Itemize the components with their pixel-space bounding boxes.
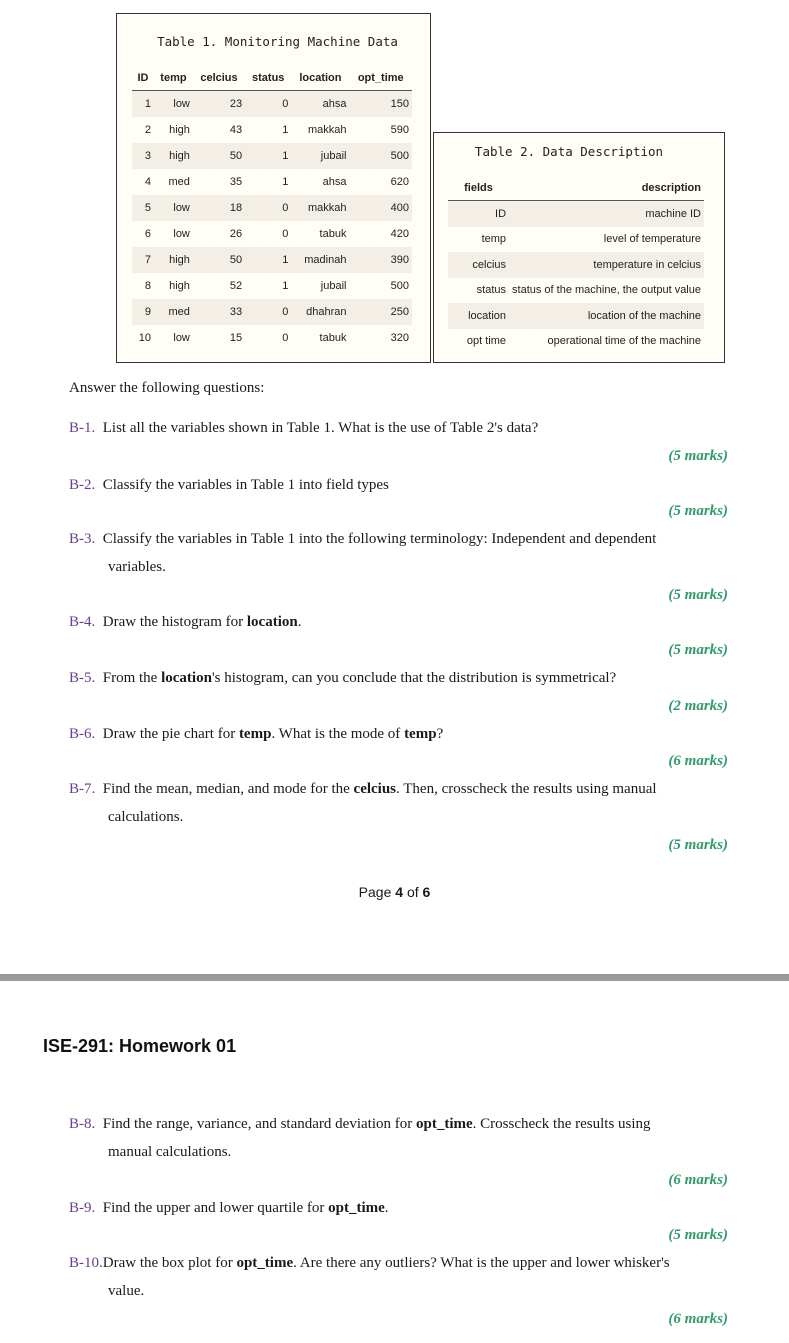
question-text: Classify the variables in Table 1 into field types xyxy=(102,477,389,493)
table-cell: 50 xyxy=(193,143,245,169)
table-cell: med xyxy=(154,299,193,325)
page-current: 4 xyxy=(395,884,404,900)
table1-header-status: status xyxy=(245,66,291,91)
table-cell: opt time xyxy=(448,329,509,355)
question-keyword: opt_time xyxy=(328,1200,385,1216)
table-cell: 1 xyxy=(245,247,291,273)
question-text: Find the mean, median, and mode for the xyxy=(102,781,354,797)
table-cell: status of the machine, the output value xyxy=(509,278,704,304)
marks-b10: (6 marks) xyxy=(668,1311,728,1327)
marks-b1: (5 marks) xyxy=(668,448,728,464)
table-cell: 320 xyxy=(349,325,412,351)
table1-header-temp: temp xyxy=(154,66,193,91)
question-number: B-3. xyxy=(69,531,96,547)
table-cell: 33 xyxy=(193,299,245,325)
question-b10-continued: value. xyxy=(108,1283,145,1299)
table-cell: 5 xyxy=(132,195,154,221)
page-of: of xyxy=(403,884,423,900)
question-b6 xyxy=(69,720,443,748)
table-cell: location xyxy=(448,303,509,329)
table-cell: machine ID xyxy=(509,201,704,227)
question-b3-continued: variables. xyxy=(108,559,166,575)
table-cell: location of the machine xyxy=(509,303,704,329)
table-cell: 50 xyxy=(193,247,245,273)
table1 xyxy=(132,66,412,351)
table-cell: 0 xyxy=(245,299,291,325)
question-text-end: 's histogram, can you conclude that the distribution is symmetrical? xyxy=(211,670,617,686)
question-keyword: celcius xyxy=(353,781,397,797)
question-number: B-4. xyxy=(69,614,96,630)
table-cell: 15 xyxy=(193,325,245,351)
table-row xyxy=(448,278,704,304)
question-text-end: . Then, crosscheck the results using manual xyxy=(396,781,657,797)
question-keyword-2: temp xyxy=(404,726,437,742)
table-cell: 620 xyxy=(349,169,412,195)
table2 xyxy=(448,176,704,354)
table2-header-row xyxy=(448,176,704,201)
table-row xyxy=(132,221,412,247)
question-keyword: opt_time xyxy=(415,1116,473,1132)
table-cell: 8 xyxy=(132,273,154,299)
table-cell: 1 xyxy=(132,91,154,118)
question-b8-continued: manual calculations. xyxy=(108,1144,232,1160)
table-row xyxy=(132,117,412,143)
table-cell: 400 xyxy=(349,195,412,221)
table-cell: operational time of the machine xyxy=(509,329,704,355)
marks-b4: (5 marks) xyxy=(668,642,728,658)
question-text: List all the variables shown in Table 1. What is the use of Table 2's data? xyxy=(102,420,539,436)
table-cell: 250 xyxy=(349,299,412,325)
table-cell: tabuk xyxy=(291,325,349,351)
question-b2 xyxy=(69,471,389,499)
page-footer xyxy=(0,884,789,900)
table2-box xyxy=(433,132,725,363)
table1-header-id: ID xyxy=(132,66,154,91)
question-number: B-2. xyxy=(69,477,96,493)
table-cell: ID xyxy=(448,201,509,227)
question-keyword: temp xyxy=(238,726,272,742)
table-cell: 2 xyxy=(132,117,154,143)
question-b4 xyxy=(69,608,301,636)
marks-b9: (5 marks) xyxy=(668,1227,728,1243)
table-cell: ahsa xyxy=(291,91,349,118)
table-cell: 1 xyxy=(245,117,291,143)
table-cell: low xyxy=(154,195,193,221)
instructions: Answer the following questions: xyxy=(69,380,265,396)
question-number: B-5. xyxy=(69,670,96,686)
marks-b6: (6 marks) xyxy=(668,753,728,769)
table-cell: 0 xyxy=(245,91,291,118)
table-row xyxy=(448,252,704,278)
question-text-mid: . What is the mode of xyxy=(271,726,405,742)
table-cell: 35 xyxy=(193,169,245,195)
question-number: B-9. xyxy=(69,1200,96,1216)
question-text-end: . Crosscheck the results using xyxy=(472,1116,651,1132)
table-cell: 3 xyxy=(132,143,154,169)
table-cell: 0 xyxy=(245,195,291,221)
table-cell: high xyxy=(154,117,193,143)
table-cell: 6 xyxy=(132,221,154,247)
question-text: Find the upper and lower quartile for xyxy=(102,1200,329,1216)
table-cell: tabuk xyxy=(291,221,349,247)
table-cell: 150 xyxy=(349,91,412,118)
table-cell: celcius xyxy=(448,252,509,278)
table-cell: 500 xyxy=(349,143,412,169)
table-cell: jubail xyxy=(291,273,349,299)
table1-header-row xyxy=(132,66,412,91)
table-cell: 7 xyxy=(132,247,154,273)
question-text-end: . xyxy=(297,614,302,630)
table-row xyxy=(132,91,412,118)
table-cell: 43 xyxy=(193,117,245,143)
table-row xyxy=(132,325,412,351)
table-row xyxy=(448,303,704,329)
table-cell: status xyxy=(448,278,509,304)
question-keyword: location xyxy=(246,614,298,630)
table-cell: temperature in celcius xyxy=(509,252,704,278)
table-cell: 23 xyxy=(193,91,245,118)
marks-b5: (2 marks) xyxy=(668,698,728,714)
table-cell: high xyxy=(154,143,193,169)
question-keyword: location xyxy=(161,670,212,686)
table-cell: low xyxy=(154,221,193,247)
table-cell: 18 xyxy=(193,195,245,221)
table-row xyxy=(132,169,412,195)
table-cell: 1 xyxy=(245,273,291,299)
table-row xyxy=(448,329,704,355)
table-row xyxy=(448,227,704,253)
table-cell: 590 xyxy=(349,117,412,143)
table-cell: makkah xyxy=(291,195,349,221)
question-number: B-10. xyxy=(69,1255,103,1271)
table-cell: high xyxy=(154,247,193,273)
table1-header-celcius: celcius xyxy=(193,66,245,91)
table-cell: 1 xyxy=(245,143,291,169)
table-cell: low xyxy=(154,325,193,351)
question-b5 xyxy=(69,664,616,692)
page-header: ISE-291: Homework 01 xyxy=(43,1036,237,1056)
question-b9 xyxy=(69,1194,389,1222)
question-number: B-1. xyxy=(69,420,96,436)
question-number: B-8. xyxy=(69,1116,96,1132)
question-b7-continued: calculations. xyxy=(108,809,184,825)
table-cell: 420 xyxy=(349,221,412,247)
table1-header-location: location xyxy=(291,66,349,91)
table-row xyxy=(448,201,704,227)
table2-header-description: description xyxy=(509,176,704,201)
table-cell: jubail xyxy=(291,143,349,169)
marks-b3: (5 marks) xyxy=(668,587,728,603)
table2-title: Table 2. Data Description xyxy=(474,144,664,159)
table-cell: makkah xyxy=(291,117,349,143)
table-cell: low xyxy=(154,91,193,118)
table-cell: 4 xyxy=(132,169,154,195)
table-row xyxy=(132,273,412,299)
table-cell: 9 xyxy=(132,299,154,325)
table1-box xyxy=(116,13,431,363)
question-text: From the xyxy=(102,670,162,686)
table-cell: 390 xyxy=(349,247,412,273)
table-cell: 1 xyxy=(245,169,291,195)
question-text-end: . Are there any outliers? What is the upper and lower whisker's xyxy=(293,1255,670,1271)
table-cell: 10 xyxy=(132,325,154,351)
marks-b7: (5 marks) xyxy=(668,837,728,853)
table-row xyxy=(132,195,412,221)
question-text: Draw the histogram for xyxy=(102,614,247,630)
table-cell: temp xyxy=(448,227,509,253)
page-total: 6 xyxy=(422,884,431,900)
table-cell: 0 xyxy=(245,221,291,247)
table1-title: Table 1. Monitoring Machine Data xyxy=(157,34,398,49)
table-row xyxy=(132,299,412,325)
question-number: B-6. xyxy=(69,726,96,742)
table-cell: dhahran xyxy=(291,299,349,325)
question-keyword: opt_time xyxy=(236,1255,294,1271)
table-cell: 26 xyxy=(193,221,245,247)
table-cell: madinah xyxy=(291,247,349,273)
question-text: Classify the variables in Table 1 into the following terminology: Independent and dependent xyxy=(102,531,657,547)
table2-header-fields: fields xyxy=(448,176,509,201)
table-row xyxy=(132,247,412,273)
page-label: Page xyxy=(358,884,396,900)
question-number: B-7. xyxy=(69,781,96,797)
question-text-end: . xyxy=(384,1200,389,1216)
question-b7 xyxy=(69,775,657,803)
table1-header-opt-time: opt_time xyxy=(349,66,412,91)
question-b3 xyxy=(69,525,656,553)
question-text-end: ? xyxy=(436,726,444,742)
table-cell: med xyxy=(154,169,193,195)
table-cell: 52 xyxy=(193,273,245,299)
marks-b2: (5 marks) xyxy=(668,503,728,519)
table-cell: high xyxy=(154,273,193,299)
page-divider xyxy=(0,974,789,981)
table-cell: ahsa xyxy=(291,169,349,195)
question-text: Find the range, variance, and standard deviation for xyxy=(102,1116,416,1132)
table-cell: 0 xyxy=(245,325,291,351)
question-b1 xyxy=(69,414,538,442)
question-text: Draw the pie chart for xyxy=(102,726,239,742)
question-text: Draw the box plot for xyxy=(102,1255,237,1271)
marks-b8: (6 marks) xyxy=(668,1172,728,1188)
table-row xyxy=(132,143,412,169)
question-b10 xyxy=(69,1249,670,1277)
table-cell: 500 xyxy=(349,273,412,299)
table-cell: level of temperature xyxy=(509,227,704,253)
question-b8 xyxy=(69,1110,651,1138)
